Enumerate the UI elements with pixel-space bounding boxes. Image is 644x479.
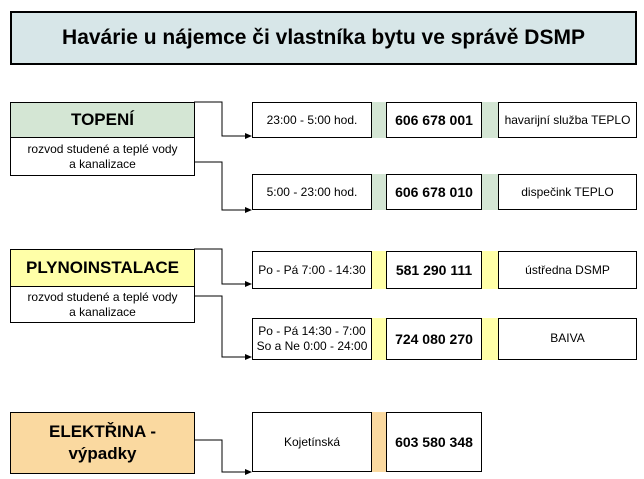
color-strip [372, 412, 386, 472]
phone-number: 603 580 348 [386, 412, 482, 472]
arrowhead [245, 207, 252, 213]
location-cell: Kojetínská [252, 412, 372, 472]
phone-number: 606 678 010 [386, 174, 482, 210]
time-line: So a Ne 0:00 - 24:00 [256, 339, 368, 353]
category-topeni-title: TOPENÍ [11, 103, 194, 138]
arrowhead [245, 133, 252, 139]
connector-topeni-day [194, 162, 247, 210]
category-plynoinstalace-subtitle: rozvod studené a teplé vody a kanalizace [27, 289, 178, 319]
category-elektrina-title: ELEKTŘINA - [48, 422, 157, 441]
contact-label: havarijní služba TEPLO [498, 102, 637, 138]
category-topeni [10, 102, 195, 176]
contact-label: ústředna DSMP [498, 251, 637, 289]
category-topeni-subtitle: rozvod studené a teplé vody a kanalizace [27, 141, 178, 171]
connector-plyn-day [194, 249, 247, 284]
color-strip [372, 102, 386, 138]
contact-label: dispečink TEPLO [498, 174, 637, 210]
contact-label: BAIVA [498, 318, 637, 360]
category-plynoinstalace-title: PLYNOINSTALACE [11, 250, 194, 287]
arrowhead [245, 469, 252, 475]
time-cell: Po - Pá 7:00 - 14:30 [252, 251, 372, 289]
color-strip [372, 174, 386, 210]
color-strip [482, 174, 498, 210]
phone-number: 724 080 270 [386, 318, 482, 360]
color-strip [372, 251, 386, 289]
time-line: Po - Pá 14:30 - 7:00 [258, 324, 366, 338]
color-strip [482, 102, 498, 138]
color-strip [482, 251, 498, 289]
connector-elektrina [194, 440, 247, 472]
arrowhead [245, 354, 252, 360]
time-cell: 5:00 - 23:00 hod. [252, 174, 372, 210]
color-strip [372, 318, 386, 360]
category-elektrina-subtitle: výpadky [68, 444, 137, 463]
color-strip [482, 318, 498, 360]
connector-topeni-night [194, 102, 247, 136]
connector-plyn-night [194, 296, 247, 357]
time-cell [252, 318, 372, 360]
phone-number: 581 290 111 [386, 251, 482, 289]
page-title: Havárie u nájemce či vlastníka bytu ve správě DSMP [10, 11, 637, 65]
arrowhead [245, 281, 252, 287]
phone-number: 606 678 001 [386, 102, 482, 138]
time-cell: 23:00 - 5:00 hod. [252, 102, 372, 138]
category-plynoinstalace [10, 249, 195, 323]
category-elektrina [10, 412, 195, 474]
